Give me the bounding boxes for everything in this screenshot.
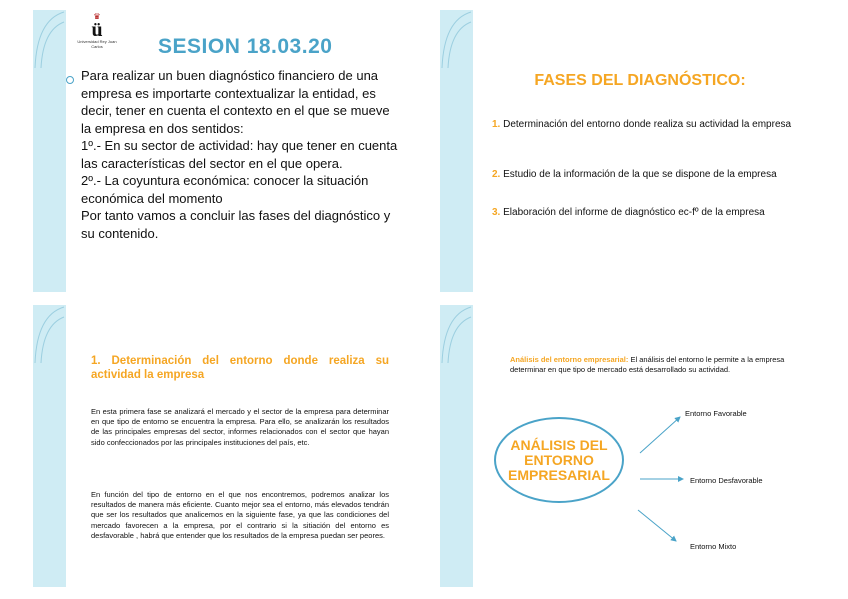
- slide-sesion: [33, 10, 413, 292]
- slide-fases: [440, 10, 840, 292]
- slide-entorno: [33, 305, 413, 587]
- slide-body: [81, 67, 401, 242]
- list-item: 1. Determinación del entorno donde realiza su actividad la empresa: [492, 119, 792, 130]
- paragraph: Para realizar un buen diagnóstico financiero de una empresa es importarte contextualizar la entidad, es decir, tener en cuenta el contexto en el que se mueve la empresa en dos sentidos:: [81, 68, 390, 136]
- paragraph: Por tanto vamos a concluir las fases del diagnóstico y su contenido.: [81, 208, 391, 241]
- central-concept-oval: ANÁLISIS DEL ENTORNO EMPRESARIAL: [494, 417, 624, 503]
- arrow-favorable: [640, 417, 680, 453]
- option-favorable: Entorno Favorable: [685, 409, 747, 418]
- swirl-decoration: [33, 10, 66, 70]
- list-item: 2. Estudio de la información de la que se dispone de la empresa: [492, 169, 777, 180]
- decorative-strip: [33, 10, 66, 292]
- paragraph: 2º.- La coyuntura económica: conocer la situación económica del momento: [81, 173, 369, 206]
- option-desfavorable: Entorno Desfavorable: [690, 476, 763, 485]
- list-item: 3. Elaboración del informe de diagnóstico ec-fº de la empresa: [492, 207, 765, 218]
- swirl-decoration: [440, 10, 473, 70]
- decorative-strip: [440, 10, 473, 292]
- slide-intro: Análisis del entorno empresarial: El análisis del entorno le permite a la empresa determinar en que tipo de mercado está desarrollado su actividad.: [510, 355, 785, 374]
- option-mixto: Entorno Mixto: [690, 542, 737, 551]
- crown-icon: ♛: [93, 12, 101, 21]
- paragraph: En esta primera fase se analizará el mercado y el sector de la empresa para determinar en que tipo de entorno se encuentra la empresa. Para ello, se analizarán los resultados de las principales empresas del sector, informes relacionados con el sector que hayan sido confeccionados por las principales instituciones del país, etc.: [91, 407, 389, 447]
- university-logo: ♛ ü Universidad Rey Juan Carlos: [77, 12, 117, 49]
- slide-title: FASES DEL DIAGNÓSTICO:: [534, 72, 746, 89]
- paragraph: 1º.- En su sector de actividad: hay que tener en cuenta las características del sector en el que opera.: [81, 138, 398, 171]
- arrow-mixto: [638, 510, 676, 541]
- slide-title: 1. Determinación del entorno donde realiza su actividad la empresa: [91, 355, 389, 381]
- decorative-strip: [33, 305, 66, 587]
- slide-title: SESION 18.03.20: [158, 35, 333, 58]
- paragraph: En función del tipo de entorno en el que nos encontremos, podremos analizar los resultados de manera más eficiente. Cuanto mejor sea el entorno, más elevados tendrán que ser los resultados que analicemos en la siguiente fase, ya que las condiciones del mercado favorecen a la empresa, por el contrario si la sitiación del entorno es desfavorable , habrá que entender que los resultados de la empresa puedan ser peores.: [91, 490, 389, 540]
- swirl-decoration: [33, 305, 66, 365]
- slide-analisis: [440, 305, 840, 587]
- bullet-icon: [66, 76, 74, 84]
